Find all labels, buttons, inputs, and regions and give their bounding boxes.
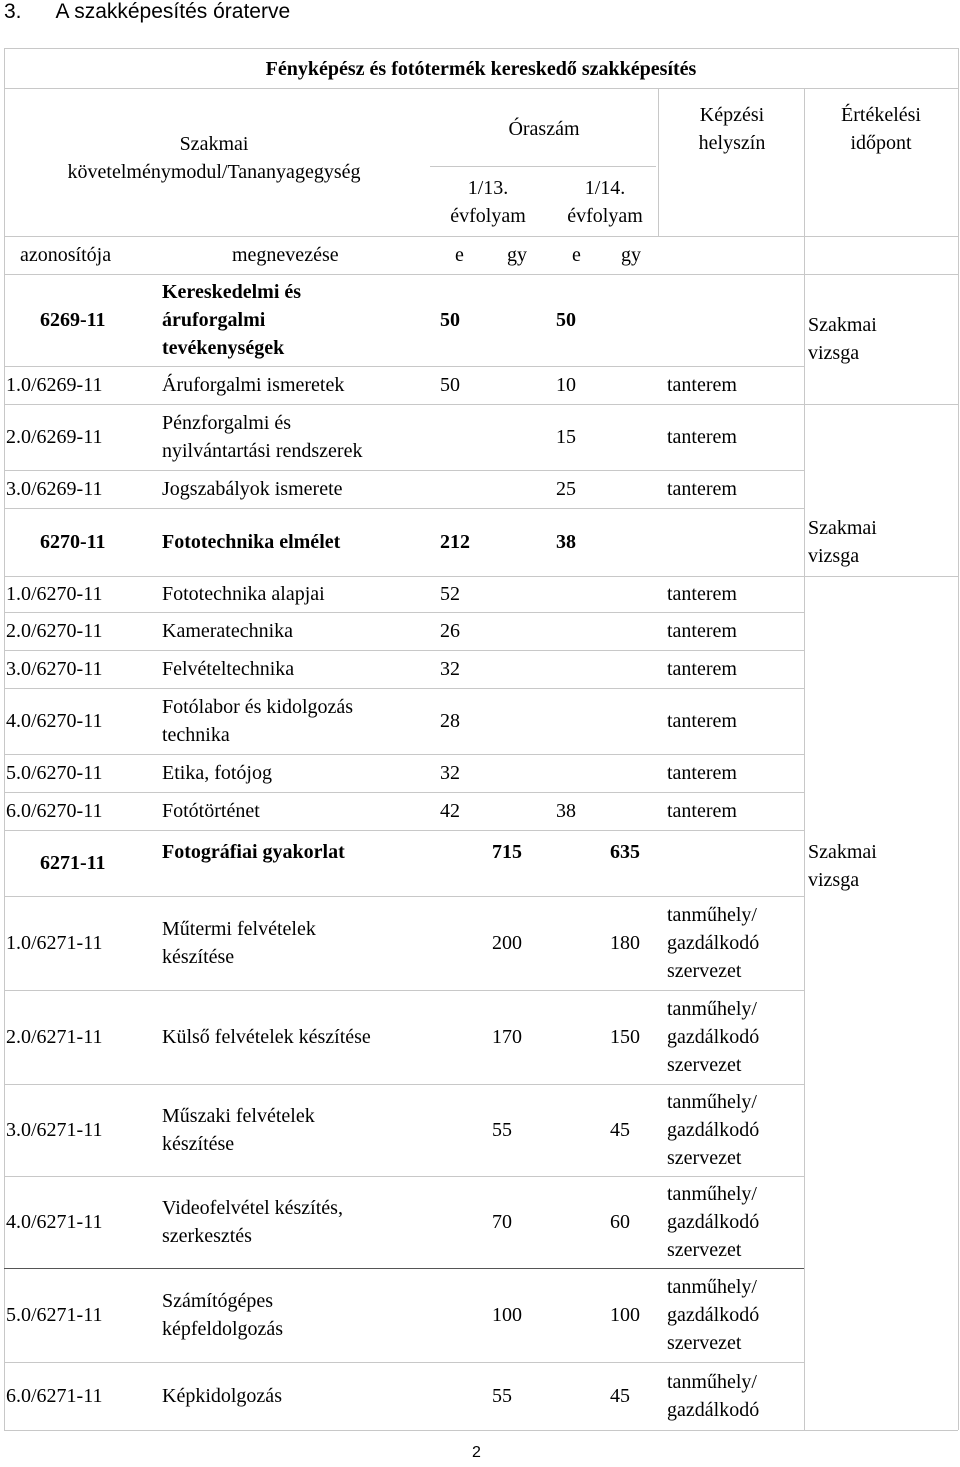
unit-name: Pénzforgalmi és — [162, 412, 292, 434]
hours-gy-13: 70 — [492, 1211, 512, 1233]
hours-gy-14: 180 — [610, 932, 640, 954]
unit-name: Felvételtechnika — [162, 658, 295, 680]
module-name: Fotográfiai gyakorlat — [162, 841, 345, 863]
hours-gy-13: 55 — [492, 1119, 512, 1141]
training-location: tanterem — [667, 374, 737, 396]
row-divider — [4, 1430, 958, 1431]
header-gy1: gy — [507, 244, 527, 266]
unit-id: 2.0/6270-11 — [6, 620, 103, 642]
unit-id: 4.0/6270-11 — [6, 710, 103, 732]
unit-name: Etika, fotójog — [162, 762, 272, 784]
row-divider — [4, 830, 804, 831]
header-year-14: 1/14. — [584, 177, 626, 199]
hours-gy-14: 635 — [610, 841, 640, 863]
row-divider — [4, 508, 804, 509]
column-divider — [804, 88, 805, 1430]
evaluation-cell: vizsga — [808, 545, 860, 567]
hours-e-13: 50 — [440, 309, 460, 331]
row-divider — [4, 792, 804, 793]
training-location: tanműhely/ — [667, 904, 757, 926]
training-location: tanterem — [667, 710, 737, 732]
unit-name: nyilvántartási rendszerek — [162, 440, 363, 462]
training-location: gazdálkodó — [667, 1119, 760, 1141]
hours-gy-13: 200 — [492, 932, 522, 954]
training-location: gazdálkodó — [667, 932, 760, 954]
unit-id: 5.0/6271-11 — [6, 1304, 103, 1326]
row-divider — [804, 576, 958, 577]
evaluation-cell: vizsga — [808, 342, 860, 364]
row-divider — [4, 688, 804, 689]
training-location: gazdálkodó — [667, 1026, 760, 1048]
evaluation-cell: Szakmai — [808, 517, 877, 539]
hours-e-13: 42 — [440, 800, 460, 822]
hours-e-14: 38 — [556, 800, 576, 822]
header-e2: e — [572, 244, 581, 266]
training-location: tanműhely/ — [667, 998, 757, 1020]
unit-id: 4.0/6271-11 — [6, 1211, 103, 1233]
hours-gy-13: 170 — [492, 1026, 522, 1048]
unit-name: Fototechnika alapjai — [162, 583, 325, 605]
unit-id: 2.0/6271-11 — [6, 1026, 103, 1048]
training-location: gazdálkodó — [667, 1399, 760, 1421]
column-divider — [958, 48, 959, 1430]
row-divider — [4, 1268, 804, 1269]
module-id: 6270-11 — [40, 531, 106, 553]
header-location: Képzési — [699, 104, 765, 126]
row-divider — [4, 650, 804, 651]
training-location: tanterem — [667, 583, 737, 605]
hours-gy-13: 100 — [492, 1304, 522, 1326]
training-location: tanműhely/ — [667, 1371, 757, 1393]
training-location: szervezet — [667, 1147, 742, 1169]
module-name: Fototechnika elmélet — [162, 531, 341, 553]
header-module: követelménymodul/Tananyagegység — [67, 161, 361, 183]
row-divider — [4, 754, 804, 755]
header-gy2: gy — [621, 244, 641, 266]
hours-gy-14: 60 — [610, 1211, 630, 1233]
row-divider — [4, 1084, 804, 1085]
unit-id: 5.0/6270-11 — [6, 762, 103, 784]
header-name: megnevezése — [232, 244, 339, 266]
hours-e-14: 10 — [556, 374, 576, 396]
unit-name: Műtermi felvételek — [162, 918, 316, 940]
hours-gy-14: 150 — [610, 1026, 640, 1048]
header-evaluation: időpont — [850, 132, 912, 154]
table-title: Fényképész és fotótermék kereskedő szakképesítés — [265, 58, 697, 80]
hours-gy-13: 55 — [492, 1385, 512, 1407]
unit-id: 1.0/6269-11 — [6, 374, 103, 396]
unit-name: szerkesztés — [162, 1225, 252, 1247]
section-heading — [4, 0, 290, 24]
unit-name: készítése — [162, 946, 235, 968]
training-location: tanterem — [667, 478, 737, 500]
header-hours: Óraszám — [508, 118, 580, 140]
unit-name: Fotótörténet — [162, 800, 260, 822]
unit-name: Külső felvételek készítése — [162, 1026, 371, 1048]
module-id: 6271-11 — [40, 852, 106, 874]
unit-id: 6.0/6271-11 — [6, 1385, 103, 1407]
hours-gy-14: 45 — [610, 1385, 630, 1407]
training-location: gazdálkodó — [667, 1211, 760, 1233]
hours-gy-14: 100 — [610, 1304, 640, 1326]
row-divider — [4, 470, 804, 471]
training-location: tanterem — [667, 620, 737, 642]
unit-name: Számítógépes — [162, 1290, 274, 1312]
unit-name: képfeldolgozás — [162, 1318, 284, 1340]
evaluation-cell: vizsga — [808, 869, 860, 891]
unit-name: technika — [162, 724, 230, 746]
row-divider — [4, 612, 804, 613]
hours-e-14: 15 — [556, 426, 576, 448]
unit-name: Műszaki felvételek — [162, 1105, 315, 1127]
unit-id: 2.0/6269-11 — [6, 426, 103, 448]
unit-id: 6.0/6270-11 — [6, 800, 103, 822]
row-divider — [4, 896, 804, 897]
module-name: áruforgalmi — [162, 309, 266, 331]
hours-gy-13: 715 — [492, 841, 522, 863]
column-divider — [4, 48, 5, 1430]
row-divider — [4, 88, 958, 89]
training-location: tanterem — [667, 800, 737, 822]
module-name: tevékenységek — [162, 337, 285, 359]
row-divider — [804, 404, 958, 405]
hours-e-14: 25 — [556, 478, 576, 500]
section-title: A szakképesítés óraterve — [55, 0, 291, 23]
unit-id: 3.0/6271-11 — [6, 1119, 103, 1141]
hours-gy-14: 45 — [610, 1119, 630, 1141]
hours-e-13: 26 — [440, 620, 460, 642]
module-id: 6269-11 — [40, 309, 106, 331]
unit-name: készítése — [162, 1133, 235, 1155]
row-divider — [4, 48, 958, 49]
training-location: szervezet — [667, 1239, 742, 1261]
module-name: Kereskedelmi és — [162, 281, 302, 303]
evaluation-cell: Szakmai — [808, 841, 877, 863]
row-divider — [4, 236, 958, 237]
training-location: tanterem — [667, 762, 737, 784]
row-divider — [4, 366, 804, 367]
hours-e-13: 212 — [440, 531, 470, 553]
hours-e-13: 50 — [440, 374, 460, 396]
evaluation-cell: Szakmai — [808, 314, 877, 336]
unit-id: 3.0/6270-11 — [6, 658, 103, 680]
header-year-14: évfolyam — [567, 205, 643, 227]
row-divider — [430, 166, 656, 167]
unit-name: Jogszabályok ismerete — [162, 478, 343, 500]
training-location: szervezet — [667, 1054, 742, 1076]
header-e1: e — [455, 244, 464, 266]
training-location: tanműhely/ — [667, 1183, 757, 1205]
header-evaluation: Értékelési — [841, 104, 921, 126]
page-number: 2 — [472, 1444, 481, 1461]
row-divider — [4, 990, 804, 991]
training-location: gazdálkodó — [667, 1304, 760, 1326]
training-location: tanterem — [667, 658, 737, 680]
row-divider — [4, 404, 804, 405]
hours-e-13: 52 — [440, 583, 460, 605]
hours-e-13: 32 — [440, 658, 460, 680]
hours-e-13: 32 — [440, 762, 460, 784]
unit-id: 3.0/6269-11 — [6, 478, 103, 500]
header-module: Szakmai — [179, 133, 249, 155]
training-location: szervezet — [667, 1332, 742, 1354]
header-year-13: évfolyam — [450, 205, 526, 227]
header-year-13: 1/13. — [467, 177, 509, 199]
unit-name: Videofelvétel készítés, — [162, 1197, 343, 1219]
hours-e-14: 50 — [556, 309, 576, 331]
row-divider — [4, 274, 958, 275]
row-divider — [4, 576, 804, 577]
unit-id: 1.0/6270-11 — [6, 583, 103, 605]
row-divider — [4, 1176, 804, 1177]
unit-id: 1.0/6271-11 — [6, 932, 103, 954]
training-location: tanműhely/ — [667, 1091, 757, 1113]
unit-name: Fotólabor és kidolgozás — [162, 696, 354, 718]
unit-name: Képkidolgozás — [162, 1385, 282, 1407]
unit-name: Áruforgalmi ismeretek — [162, 374, 345, 396]
header-id: azonosítója — [20, 244, 112, 266]
hours-e-14: 38 — [556, 531, 576, 553]
training-location: tanműhely/ — [667, 1276, 757, 1298]
unit-name: Kameratechnika — [162, 620, 294, 642]
training-location: szervezet — [667, 960, 742, 982]
hours-e-13: 28 — [440, 710, 460, 732]
section-number: 3. — [4, 0, 22, 23]
training-location: tanterem — [667, 426, 737, 448]
row-divider — [4, 1362, 804, 1363]
header-location: helyszín — [698, 132, 766, 154]
